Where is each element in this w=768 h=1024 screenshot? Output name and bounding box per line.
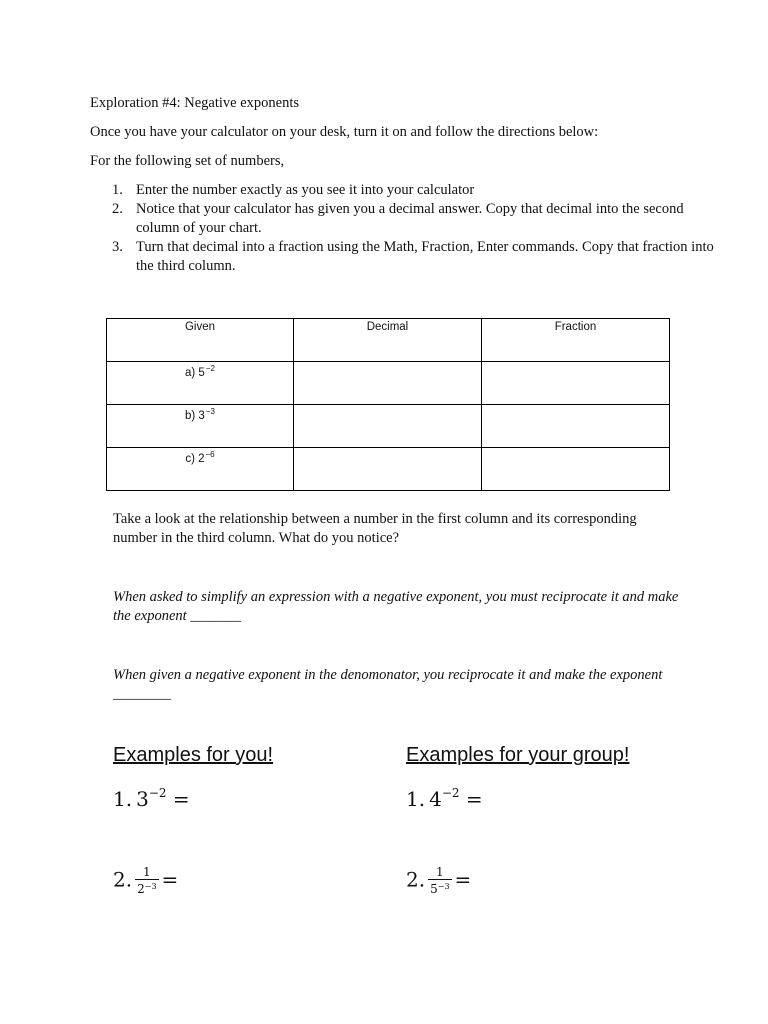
fraction [135,866,158,896]
example-you-2 [113,866,178,896]
fraction-cell[interactable] [481,405,669,448]
denominator-base: 5 [430,882,438,896]
given-base: a) 5 [185,367,205,379]
set-intro-text: For the following set of numbers, [90,153,285,169]
chart-header-row [107,319,670,362]
example-you-1 [113,786,190,811]
example-base: 4 [429,787,442,811]
fraction-cell[interactable] [481,448,669,491]
numerator: 1 [435,865,444,879]
example-base: 3 [136,787,149,811]
given-base: b) 3 [185,410,205,422]
step-text: Turn that decimal into a fraction using the Math, Fraction, Enter commands. Copy that fraction into the third column. [136,239,714,274]
fraction [428,866,451,896]
decimal-cell[interactable] [293,448,481,491]
page-title: Exploration #4: Negative exponents [90,95,299,111]
header-fraction: Fraction [481,319,669,362]
example-exponent: −2 [441,786,460,800]
examples-you-heading: Examples for you! [113,744,274,766]
given-cell [107,448,294,491]
decimal-cell[interactable] [293,362,481,405]
directions-list [90,181,716,276]
denominator-base: 2 [137,882,145,896]
question-text: Take a look at the relationship between a number in the first column and its corresponding number in the third column. What do you notice? [113,511,637,546]
example-label: 2. [113,867,133,892]
equals-sign: = [465,787,483,811]
examples-group-heading: Examples for your group! [406,744,630,766]
given-exponent: −6 [205,450,215,459]
numerator: 1 [142,865,151,879]
equals-sign: = [172,787,190,811]
denominator [428,879,451,896]
header-given: Given [107,319,294,362]
fraction-cell[interactable] [481,362,669,405]
rule-1-text: When asked to simplify an expression with a negative exponent, you must reciprocate it and make the exponent _______ [113,589,679,624]
example-group-1 [406,786,483,811]
denominator-exponent: −3 [144,882,157,891]
example-group-2 [406,866,471,896]
given-cell [107,362,294,405]
given-exponent: −2 [205,364,215,373]
step-text: Notice that your calculator has given you a decimal answer. Copy that decimal into the second column of your chart. [136,201,684,236]
equals-sign: = [161,867,179,892]
step-2 [112,200,716,238]
decimal-cell[interactable] [293,405,481,448]
table-row [107,362,670,405]
equals-sign: = [454,867,472,892]
example-exponent: −2 [148,786,167,800]
example-label: 1. [406,787,426,811]
table-row [107,405,670,448]
given-cell [107,405,294,448]
header-decimal: Decimal [293,319,481,362]
step-1 [112,181,716,200]
example-label: 2. [406,867,426,892]
intro-text: Once you have your calculator on your desk, turn it on and follow the directions below: [90,124,599,140]
table-row [107,448,670,491]
step-number: 1. [112,182,123,198]
rule-2-text: When given a negative exponent in the denomonator, you reciprocate it and make the exponent ________ [113,667,663,702]
exponent-chart [106,318,670,491]
denominator [135,879,158,896]
step-number: 2. [112,201,123,217]
denominator-exponent: −3 [437,882,450,891]
step-number: 3. [112,239,123,255]
step-text: Enter the number exactly as you see it into your calculator [136,182,475,198]
given-base: c) 2 [185,453,205,465]
step-3 [112,238,716,276]
example-label: 1. [113,787,133,811]
given-exponent: −3 [205,407,215,416]
